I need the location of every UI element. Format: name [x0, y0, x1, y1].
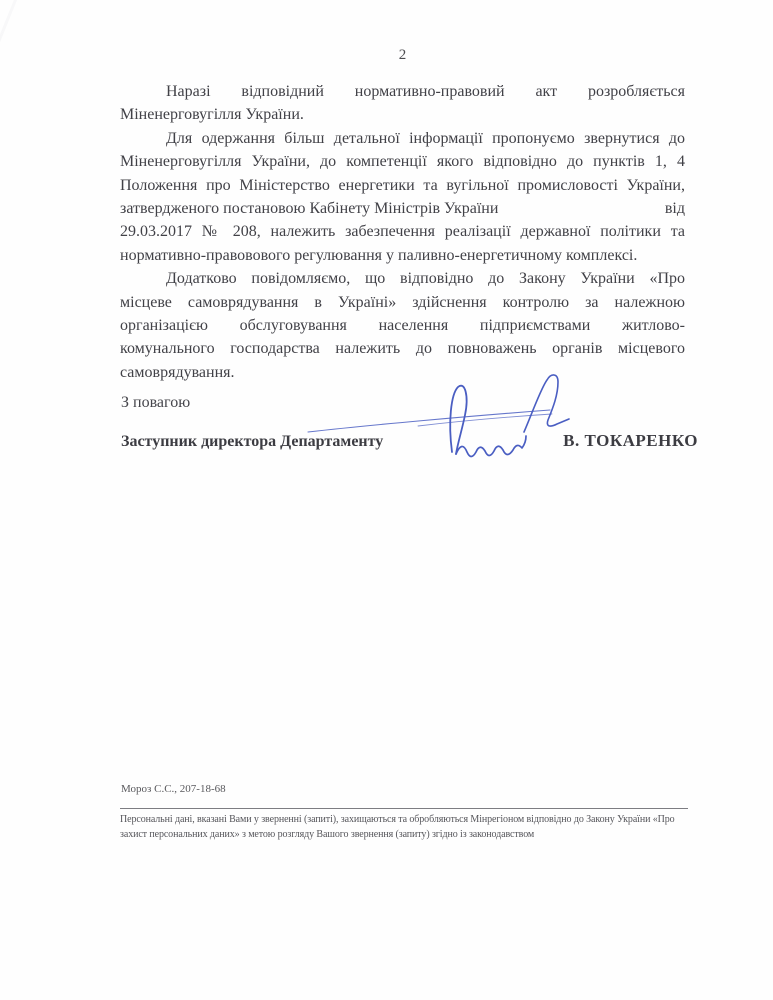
body-line: Міненерговугілля України, до компетенції якого відповідно до пунктів 1, 4 — [120, 153, 685, 171]
body-line-right: від — [664, 200, 685, 218]
page-number: 2 — [398, 47, 407, 63]
body-line: самоврядування. — [120, 363, 235, 381]
closing-salutation: З повагою — [121, 394, 191, 411]
signer-position-title: Заступник директора Департаменту — [121, 433, 384, 450]
scan-crease-artifact — [0, 0, 21, 162]
body-line: комунального господарства належить до повноважень органів місцевого — [120, 340, 685, 358]
body-line-left: затвердженого постановою Кабінету Міністрів України — [120, 200, 499, 218]
body-line: Для одержання більш детальної інформації пропонуємо звернутися до — [166, 129, 685, 147]
body-line: Міненерговугілля України. — [120, 106, 304, 124]
signer-name: В. ТОКАРЕНКО — [563, 431, 698, 450]
body-line: 29.03.2017 № 208, належить забезпечення реалізації державної політики та — [120, 223, 685, 241]
letter-body — [120, 80, 685, 384]
privacy-note — [120, 812, 700, 842]
body-line: Додатково повідомляємо, що відповідно до Закону України «Про — [166, 270, 685, 288]
executor-contact: Мороз С.С., 207-18-68 — [121, 783, 226, 795]
handwritten-signature-icon — [300, 370, 570, 475]
body-line: Наразі відповідний нормативно-правовий акт розробляється — [166, 83, 685, 100]
footer-divider — [120, 808, 688, 809]
body-line: організацією обслуговування населення підприємствами житлово- — [120, 317, 685, 335]
privacy-note-line: Персональні дані, вказані Вами у зверненні (запиті), захищаються та обробляються Мінрегіоном відповідно до Закону України «Про — [120, 814, 675, 825]
body-line: місцеве самоврядування в Україні» здійснення контролю за належною — [120, 293, 685, 311]
body-line — [120, 197, 685, 220]
body-line: нормативно-правовового регулювання у паливно-енергетичному комплексі. — [120, 246, 638, 264]
body-line: Положення про Міністерство енергетики та вугільної промисловості України, — [120, 176, 685, 194]
privacy-note-line: захист персональних даних» з метою розгляду Вашого звернення (запиту) згідно із законодавством — [120, 829, 535, 840]
